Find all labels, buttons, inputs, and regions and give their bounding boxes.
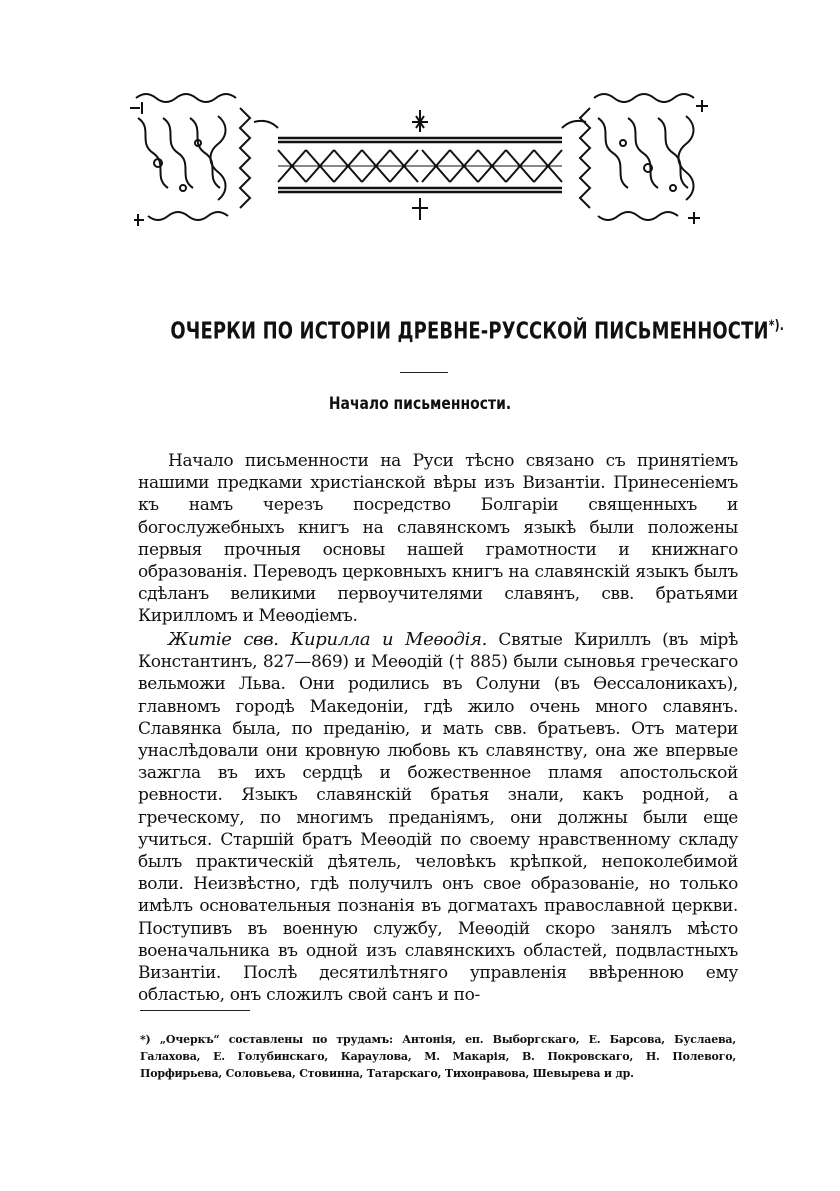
title-divider <box>400 372 448 373</box>
paragraph-life-of-saints <box>138 629 738 1006</box>
page-title: ОЧЕРКИ ПО ИСТОРІИ ДРЕВНЕ-РУССКОЙ ПИСЬМЕННОСТИ*). <box>170 318 785 345</box>
section-heading: Начало письменности. <box>328 394 512 414</box>
footnote-marker: *). <box>768 318 785 334</box>
decorative-header-ornament <box>128 88 712 238</box>
paragraph-run-in-heading: Житіе свв. Кирилла и Меѳодія. <box>168 629 487 650</box>
paragraph-body: Святые Кириллъ (въ мірѣ Константинъ, 827—869) и Меѳодій († 885) были сыновья греческаго вельможи Льва. Они родились въ Солуни (въ Ѳессалоникахъ), главномъ городѣ Македоніи, гдѣ жило очень много славянъ. Славянка была, по преданію, и мать свв. братьевъ. Отъ матери унаслѣдовали они кровную любовь къ славянству, она же впервые зажгла въ ихъ сердцѣ и божественное пламя апостольской ревности. Языкъ славянскій братья знали, какъ родной, а греческому, по многимъ преданіямъ, они должны были еще учиться. Старшій братъ Меѳодій по своему нравственному складу былъ практическій дѣятель, человѣкъ крѣпкой, непоколебимой воли. Неизвѣстно, гдѣ получилъ онъ свое образованіе, но только имѣлъ основательныя познанія въ догматахъ православной церкви. Поступивъ въ военную службу, Меѳодій скоро занялъ мѣсто военачальника въ одной изъ славянскихъ областей, подвластныхъ Византіи. Послѣ десятилѣтняго управленія ввѣренною ему областью, онъ сложилъ свой санъ и по- <box>138 630 738 1006</box>
paragraph-intro: Начало письменности на Руси тѣсно связано съ принятіемъ нашими предками христіанской вѣры изъ Византіи. Принесеніемъ къ намъ черезъ посредство Болгаріи священныхъ и богослужебныхъ книгъ на славянскомъ языкѣ были положены первыя прочныя основы нашей грамотности и книжнаго образованія. Переводъ церковныхъ книгъ на славянскій языкъ былъ сдѣланъ великими первоучителями славянъ, свв. братьями Кирилломъ и Меѳодіемъ. <box>138 451 738 627</box>
footnote: *) „Очеркъ“ составлены по трудамъ: Антонія, еп. Выборгскаго, Е. Барсова, Буслаева, Галахова, Е. Голубинскаго, Караулова, М. Макарія, В. Покровскаго, Н. Полевого, Порфирьева, Соловьева, Стовинна, Татарскаго, Тихонравова, Шевырева и др. <box>140 1033 736 1080</box>
footnote-divider <box>140 1010 250 1011</box>
